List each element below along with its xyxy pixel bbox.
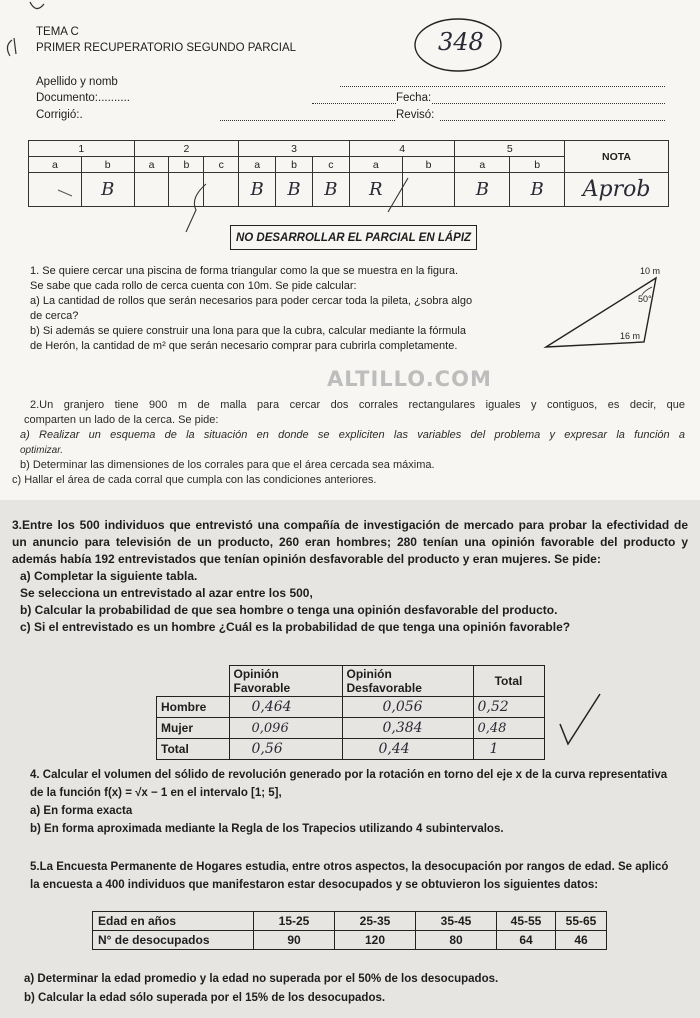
question-1 [30,264,530,354]
exam-title: PRIMER RECUPERATORIO SEGUNDO PARCIAL [36,42,297,54]
exam-tema: TEMA C [36,26,79,38]
age-range-cell: 55-65 [556,912,607,931]
opinion-header-desfavorable: Opinión Desfavorable [342,666,473,697]
answer-group-3: 3 [239,141,350,157]
reviso-leader-line [220,120,395,121]
answer-sub-2c: c [204,157,239,173]
answer-sub-3c: c [312,157,349,173]
q2-line-6: c) Hallar el área de cada corral que cumpla con las condiciones anteriores. [12,474,377,486]
opinion-table-header-row [157,666,545,697]
opinion-row-total [157,739,545,760]
q4-line-2: de la función f(x) = √x − 1 en el intervalo [1; 5], [30,787,282,799]
q4-item-a: a) En forma exacta [30,805,133,817]
answer-mark-3c: B [312,173,349,207]
unemployment-table [92,911,607,950]
triangle-side-2-label: 16 m [620,331,641,341]
opinion-row-label: Total [157,739,230,760]
q5-item-b: b) Calcular la edad sólo superada por el 15% de los desocupados. [24,992,386,1004]
q2-line-3: a) Realizar un esquema de la situación en donde se expliciten las variables del problema y expresar la función a [20,429,685,441]
triangle-side-1-label: 10 m [640,266,661,276]
question-4 [30,766,690,838]
q3-line-2: un anuncio para televisión de un producto, 260 eran hombres; 280 tenían una opinión favorable del producto y [12,535,688,549]
answer-group-4: 4 [349,141,455,157]
answer-mark-3b: B [276,173,313,207]
answer-sub-2b: b [169,157,204,173]
opinion-row-hombre [157,697,545,718]
answer-sub-3a: a [239,157,276,173]
question-5-items [24,970,689,1008]
q3-item-b: b) Calcular la probabilidad de que sea hombre o tenga una opinión desfavorable del producto. [20,603,558,617]
no-pencil-warning: NO DESARROLLAR EL PARCIAL EN LÁPIZ [230,225,477,250]
opinion-row-label: Mujer [157,718,230,739]
q5-line-2: la encuesta a 400 individuos que manifestaron estar desocupados y se obtuvieron los siguientes datos: [30,879,599,891]
answer-sub-5b: b [510,157,565,173]
documento-label: Documento:.......... [36,92,130,104]
opinion-header-favorable: Opinión Favorable [229,666,342,697]
q1-line-4: de cerca? [30,310,79,322]
age-range-row [93,912,607,931]
answer-nota-value: Aprob [565,173,669,207]
q2-line-4: optimizar. [20,445,63,456]
opinion-cell: 0,096 [229,718,342,739]
count-cell: 46 [556,931,607,950]
opinion-cell: 0,52 [473,697,544,718]
q1-line-2: Se sabe que cada rollo de cerca cuenta con 10m. Se pide calcular: [30,280,357,292]
q3-line-3: además había 192 entrevistados que tenían opinión desfavorable del producto y eran mujeres. Se pide: [12,552,601,566]
question-5 [30,858,695,894]
answer-sub-2a: a [134,157,169,173]
answer-group-5: 5 [455,141,565,157]
age-range-cell: 15-25 [254,912,335,931]
q3-select-text: Se selecciona un entrevistado al azar entre los 500, [20,586,313,600]
q5-item-a: a) Determinar la edad promedio y la edad no superada por el 50% de los desocupados. [24,973,499,985]
altillo-watermark: ALTILLO.COM [327,367,492,391]
answer-mark-5a: B [455,173,510,207]
opinion-cell: 0,384 [342,718,473,739]
opinion-row-label: Hombre [157,697,230,718]
opinion-header-total: Total [473,666,544,697]
reviso-line [440,120,665,121]
opinion-table-corner [157,666,230,697]
fecha-leader-line [312,103,396,104]
count-row-label: N° de desocupados [93,931,254,950]
checkmark-icon [556,690,606,750]
answer-sub-5a: a [455,157,510,173]
q2-line-5: b) Determinar las dimensiones de los corrales para que el área cercada sea máxima. [20,459,435,471]
q3-item-a: a) Completar la siguiente tabla. [20,569,198,583]
q2-line-2: comparten un lado de la cerca. Se pide: [24,414,219,426]
answer-group-nota: NOTA [565,141,669,173]
opinion-cell: 0,464 [229,697,342,718]
answer-sub-4a: a [349,157,402,173]
count-cell: 90 [254,931,335,950]
reviso-label: Revisó: [396,109,435,121]
grade-circle-number: 348 [438,28,484,56]
age-range-cell: 25-35 [335,912,416,931]
opinion-cell: 0,56 [229,739,342,760]
age-row-label: Edad en años [93,912,254,931]
apellido-line [340,86,665,87]
triangle-pool-figure [540,265,680,350]
fecha-label: Fecha: [396,92,432,104]
answer-mark-3a: B [239,173,276,207]
q3-line-1: 3.Entre los 500 individuos que entrevistó una compañía de investigación de mercado para probar la efectividad de [12,518,688,532]
age-range-cell: 35-45 [416,912,497,931]
corrigio-label: Corrigió:. [36,109,83,121]
count-cell: 120 [335,931,416,950]
question-2 [12,398,685,488]
answer-sub-1a: a [29,157,82,173]
q1-line-6: de Herón, la cantidad de m² que serán necesario comprar para cubrirla completamente. [30,340,458,352]
answer-group-1: 1 [29,141,135,157]
opinion-cell: 0,056 [342,697,473,718]
question-3 [12,517,688,636]
answer-mark-4a: R [349,173,402,207]
q1-line-3: a) La cantidad de rollos que serán necesarios para poder cercar toda la pileta, ¿sobra algo [30,295,473,307]
unemployed-count-row [93,931,607,950]
opinion-cell: 0,48 [473,718,544,739]
triangle-angle-label: 50° [638,294,652,304]
opinion-row-mujer [157,718,545,739]
apellido-label: Apellido y nomb [36,76,118,88]
q4-line-1: 4. Calcular el volumen del sólido de revolución generado por la rotación en torno del eje x de la curva representativa [30,769,668,781]
count-cell: 64 [497,931,556,950]
fecha-line [432,103,665,104]
opinion-table [156,665,545,760]
answer-mark-1b: B [81,173,134,207]
q1-line-1: 1. Se quiere cercar una piscina de forma triangular como la que se muestra en la figura. [30,265,459,277]
q2-line-1: 2.Un granjero tiene 900 m de malla para cercar dos corrales rectangulares iguales y contiguos, es decir, que [30,399,685,411]
opinion-cell: 0,44 [342,739,473,760]
answer-mark-5b: B [510,173,565,207]
age-range-cell: 45-55 [497,912,556,931]
q1-line-5: b) Si además se quiere construir una lona para que la cubra, calcular mediante la fórmula [30,325,466,337]
count-cell: 80 [416,931,497,950]
q3-item-c: c) Si el entrevistado es un hombre ¿Cuál es la probabilidad de que tenga una opinión favorable? [20,620,571,634]
answer-sub-4b: b [402,157,455,173]
answer-sub-3b: b [276,157,313,173]
q4-item-b: b) En forma aproximada mediante la Regla de los Trapecios utilizando 4 subintervalos. [30,823,504,835]
opinion-cell: 1 [473,739,544,760]
answer-table-group-row [29,141,669,157]
answer-sub-1b: b [81,157,134,173]
q5-line-1: 5.La Encuesta Permanente de Hogares estudia, entre otros aspectos, la desocupación por rangos de edad. Se aplicó [30,861,669,873]
answer-group-2: 2 [134,141,239,157]
